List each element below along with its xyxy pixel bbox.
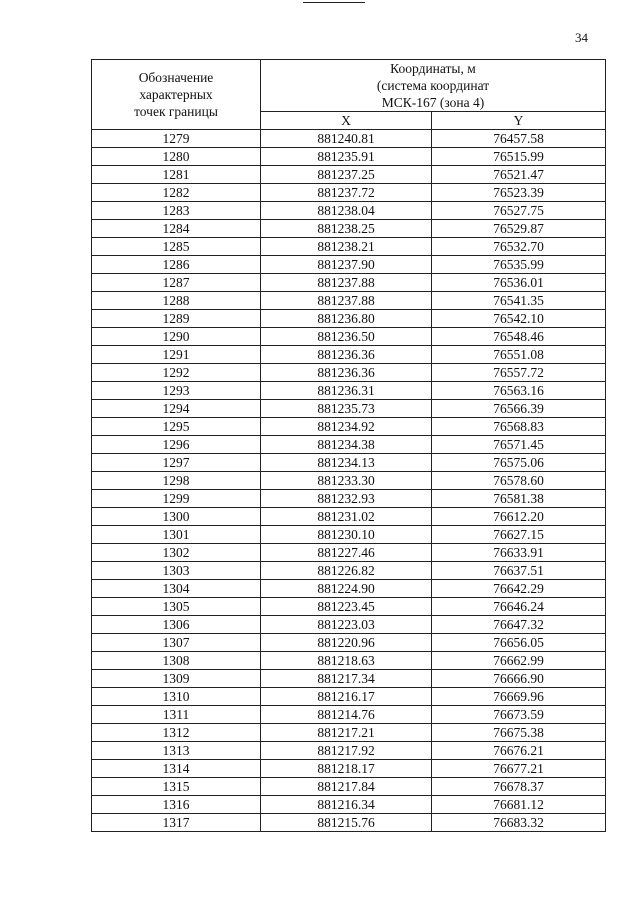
point-id-cell: 1314	[92, 760, 261, 778]
coordinates-table	[91, 59, 606, 832]
x-coordinate-cell: 881220.96	[261, 634, 432, 652]
table-row	[92, 328, 606, 346]
x-coordinate-cell: 881238.04	[261, 202, 432, 220]
table-row	[92, 544, 606, 562]
point-id-cell: 1291	[92, 346, 261, 364]
point-id-cell: 1279	[92, 130, 261, 148]
y-coordinate-cell: 76527.75	[432, 202, 606, 220]
table-row	[92, 274, 606, 292]
table-row	[92, 706, 606, 724]
table-row	[92, 184, 606, 202]
point-id-cell: 1313	[92, 742, 261, 760]
point-id-cell: 1295	[92, 418, 261, 436]
table-row	[92, 490, 606, 508]
x-coordinate-cell: 881232.93	[261, 490, 432, 508]
x-coordinate-cell: 881218.63	[261, 652, 432, 670]
x-coordinate-cell: 881237.88	[261, 292, 432, 310]
table-row	[92, 580, 606, 598]
y-coordinate-cell: 76673.59	[432, 706, 606, 724]
x-coordinate-cell: 881240.81	[261, 130, 432, 148]
y-coordinate-cell: 76581.38	[432, 490, 606, 508]
x-coordinate-cell: 881236.36	[261, 346, 432, 364]
point-id-cell: 1315	[92, 778, 261, 796]
y-coordinate-cell: 76683.32	[432, 814, 606, 832]
y-coordinate-cell: 76557.72	[432, 364, 606, 382]
table-row	[92, 400, 606, 418]
table-row	[92, 796, 606, 814]
table-row	[92, 238, 606, 256]
table-row	[92, 418, 606, 436]
coordinates-header-line: МСК-167 (зона 4)	[381, 95, 485, 110]
point-id-cell: 1305	[92, 598, 261, 616]
y-coordinate-cell: 76677.21	[432, 760, 606, 778]
x-coordinate-cell: 881230.10	[261, 526, 432, 544]
table-row	[92, 670, 606, 688]
table-row	[92, 724, 606, 742]
x-coordinate-cell: 881236.36	[261, 364, 432, 382]
point-id-cell: 1304	[92, 580, 261, 598]
point-id-cell: 1307	[92, 634, 261, 652]
y-coordinate-cell: 76662.99	[432, 652, 606, 670]
y-coordinate-cell: 76521.47	[432, 166, 606, 184]
point-id-cell: 1288	[92, 292, 261, 310]
table-row	[92, 778, 606, 796]
point-id-cell: 1290	[92, 328, 261, 346]
y-coordinate-cell: 76681.12	[432, 796, 606, 814]
x-coordinate-cell: 881235.91	[261, 148, 432, 166]
table-row	[92, 742, 606, 760]
y-coordinate-cell: 76578.60	[432, 472, 606, 490]
coordinates-table-body	[92, 60, 606, 832]
point-id-cell: 1287	[92, 274, 261, 292]
point-label-header	[92, 60, 261, 130]
table-row	[92, 652, 606, 670]
y-coordinate-cell: 76548.46	[432, 328, 606, 346]
table-row	[92, 814, 606, 832]
point-id-cell: 1281	[92, 166, 261, 184]
point-id-cell: 1289	[92, 310, 261, 328]
page-number: 34	[575, 30, 588, 45]
x-coordinate-cell: 881223.03	[261, 616, 432, 634]
point-label-header-line: точек границы	[134, 104, 218, 119]
y-coordinate-cell: 76535.99	[432, 256, 606, 274]
table-row	[92, 634, 606, 652]
y-coordinate-cell: 76566.39	[432, 400, 606, 418]
x-coordinate-cell: 881235.73	[261, 400, 432, 418]
y-coordinate-cell: 76637.51	[432, 562, 606, 580]
y-coordinate-cell: 76675.38	[432, 724, 606, 742]
y-coordinate-cell: 76571.45	[432, 436, 606, 454]
x-coordinate-cell: 881217.34	[261, 670, 432, 688]
x-coordinate-cell: 881236.31	[261, 382, 432, 400]
point-id-cell: 1284	[92, 220, 261, 238]
point-id-cell: 1296	[92, 436, 261, 454]
x-coordinate-cell: 881217.92	[261, 742, 432, 760]
y-coordinate-cell: 76612.20	[432, 508, 606, 526]
y-coordinate-cell: 76676.21	[432, 742, 606, 760]
point-id-cell: 1302	[92, 544, 261, 562]
table-row	[92, 220, 606, 238]
x-coordinate-cell: 881216.17	[261, 688, 432, 706]
table-row	[92, 256, 606, 274]
x-coordinate-cell: 881217.21	[261, 724, 432, 742]
table-row	[92, 130, 606, 148]
coordinates-header-line: Координаты, м	[390, 61, 476, 76]
y-coordinate-cell: 76457.58	[432, 130, 606, 148]
y-coordinate-cell: 76633.91	[432, 544, 606, 562]
x-coordinate-cell: 881226.82	[261, 562, 432, 580]
point-id-cell: 1301	[92, 526, 261, 544]
x-column-header: X	[261, 112, 432, 130]
point-id-cell: 1282	[92, 184, 261, 202]
table-row	[92, 562, 606, 580]
point-id-cell: 1312	[92, 724, 261, 742]
table-row	[92, 166, 606, 184]
table-row	[92, 616, 606, 634]
table-row	[92, 598, 606, 616]
y-coordinate-cell: 76575.06	[432, 454, 606, 472]
x-coordinate-cell: 881236.50	[261, 328, 432, 346]
table-row	[92, 472, 606, 490]
table-row	[92, 148, 606, 166]
point-id-cell: 1293	[92, 382, 261, 400]
point-label-header-line: Обозначение	[138, 70, 214, 85]
point-id-cell: 1297	[92, 454, 261, 472]
point-id-cell: 1285	[92, 238, 261, 256]
y-coordinate-cell: 76656.05	[432, 634, 606, 652]
x-coordinate-cell: 881237.88	[261, 274, 432, 292]
y-coordinate-cell: 76551.08	[432, 346, 606, 364]
table-row	[92, 310, 606, 328]
y-coordinate-cell: 76647.32	[432, 616, 606, 634]
x-coordinate-cell: 881216.34	[261, 796, 432, 814]
y-coordinate-cell: 76642.29	[432, 580, 606, 598]
header-rule	[303, 2, 365, 3]
x-coordinate-cell: 881215.76	[261, 814, 432, 832]
table-row	[92, 364, 606, 382]
point-id-cell: 1308	[92, 652, 261, 670]
y-coordinate-cell: 76627.15	[432, 526, 606, 544]
point-id-cell: 1317	[92, 814, 261, 832]
y-coordinate-cell: 76563.16	[432, 382, 606, 400]
table-row	[92, 436, 606, 454]
x-coordinate-cell: 881231.02	[261, 508, 432, 526]
table-row	[92, 760, 606, 778]
x-coordinate-cell: 881233.30	[261, 472, 432, 490]
header-row	[92, 60, 606, 112]
y-coordinate-cell: 76568.83	[432, 418, 606, 436]
point-id-cell: 1283	[92, 202, 261, 220]
x-coordinate-cell: 881237.90	[261, 256, 432, 274]
table-row	[92, 688, 606, 706]
point-id-cell: 1311	[92, 706, 261, 724]
y-coordinate-cell: 76646.24	[432, 598, 606, 616]
table-row	[92, 346, 606, 364]
x-coordinate-cell: 881224.90	[261, 580, 432, 598]
x-coordinate-cell: 881218.17	[261, 760, 432, 778]
point-id-cell: 1300	[92, 508, 261, 526]
y-coordinate-cell: 76523.39	[432, 184, 606, 202]
x-coordinate-cell: 881214.76	[261, 706, 432, 724]
coordinates-header	[261, 60, 606, 112]
table-row	[92, 382, 606, 400]
table-row	[92, 454, 606, 472]
x-coordinate-cell: 881238.25	[261, 220, 432, 238]
x-coordinate-cell: 881223.45	[261, 598, 432, 616]
y-coordinate-cell: 76532.70	[432, 238, 606, 256]
x-coordinate-cell: 881217.84	[261, 778, 432, 796]
point-id-cell: 1299	[92, 490, 261, 508]
point-id-cell: 1316	[92, 796, 261, 814]
point-label-header-line: характерных	[139, 87, 213, 102]
x-coordinate-cell: 881237.72	[261, 184, 432, 202]
y-column-header: Y	[432, 112, 606, 130]
y-coordinate-cell: 76515.99	[432, 148, 606, 166]
y-coordinate-cell: 76541.35	[432, 292, 606, 310]
point-id-cell: 1286	[92, 256, 261, 274]
table-row	[92, 508, 606, 526]
x-coordinate-cell: 881227.46	[261, 544, 432, 562]
x-coordinate-cell: 881238.21	[261, 238, 432, 256]
table-row	[92, 202, 606, 220]
y-coordinate-cell: 76542.10	[432, 310, 606, 328]
x-coordinate-cell: 881234.38	[261, 436, 432, 454]
point-id-cell: 1280	[92, 148, 261, 166]
point-id-cell: 1306	[92, 616, 261, 634]
x-coordinate-cell: 881234.13	[261, 454, 432, 472]
table-row	[92, 526, 606, 544]
y-coordinate-cell: 76529.87	[432, 220, 606, 238]
point-id-cell: 1294	[92, 400, 261, 418]
table-row	[92, 292, 606, 310]
x-coordinate-cell: 881236.80	[261, 310, 432, 328]
y-coordinate-cell: 76666.90	[432, 670, 606, 688]
point-id-cell: 1303	[92, 562, 261, 580]
point-id-cell: 1298	[92, 472, 261, 490]
x-coordinate-cell: 881234.92	[261, 418, 432, 436]
point-id-cell: 1310	[92, 688, 261, 706]
y-coordinate-cell: 76536.01	[432, 274, 606, 292]
x-coordinate-cell: 881237.25	[261, 166, 432, 184]
y-coordinate-cell: 76669.96	[432, 688, 606, 706]
point-id-cell: 1309	[92, 670, 261, 688]
point-id-cell: 1292	[92, 364, 261, 382]
y-coordinate-cell: 76678.37	[432, 778, 606, 796]
coordinates-header-line: (система координат	[376, 78, 490, 93]
